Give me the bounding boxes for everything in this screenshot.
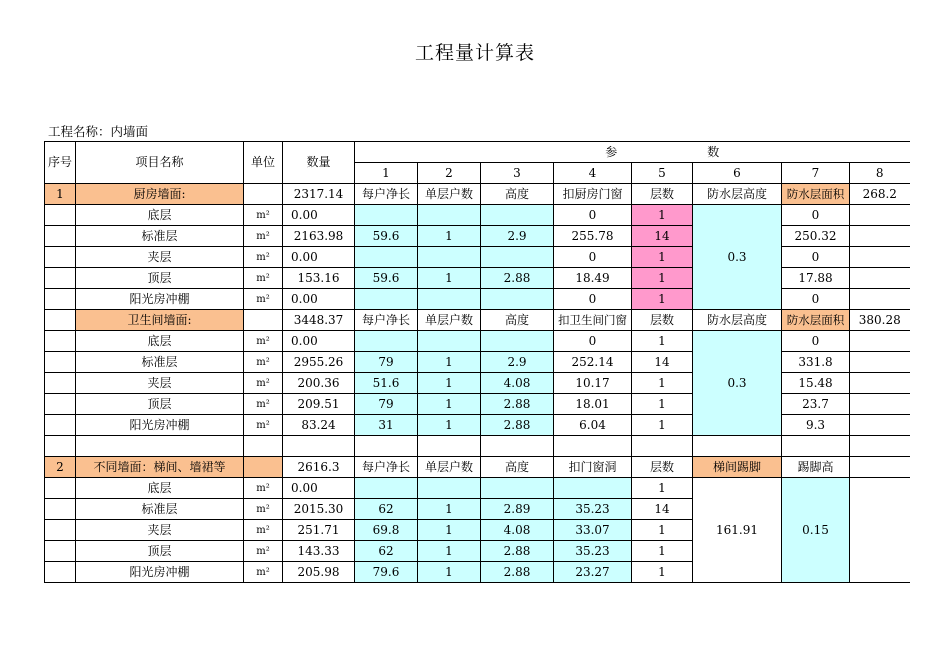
row-c4: 18.01 [554, 394, 632, 415]
row-c2: 1 [418, 520, 481, 541]
row-seq [45, 247, 76, 268]
row-c3: 2.88 [481, 541, 554, 562]
row-unit: m² [244, 373, 283, 394]
row-c1 [355, 247, 418, 268]
row-c2: 1 [418, 226, 481, 247]
row-name: 阳光房冲棚 [76, 562, 244, 583]
row-c4: 35.23 [554, 541, 632, 562]
header-row [45, 142, 910, 163]
row-c4: 255.78 [554, 226, 632, 247]
row-c5: 1 [632, 394, 693, 415]
param-head: 防水层面积 [782, 310, 850, 331]
row-unit: m² [244, 268, 283, 289]
section-name: 厨房墙面: [76, 184, 244, 205]
row-c1: 31 [355, 415, 418, 436]
page-title: 工程量计算表 [414, 42, 535, 64]
row-c3: 2.9 [481, 226, 554, 247]
row-c3 [481, 205, 554, 226]
row-name: 夹层 [76, 247, 244, 268]
row-c5: 1 [632, 331, 693, 352]
row-c1: 51.6 [355, 373, 418, 394]
row-qty: 83.24 [283, 415, 355, 436]
row-qty: 251.71 [283, 520, 355, 541]
row-c1: 62 [355, 499, 418, 520]
section-seq: 1 [45, 184, 76, 205]
param-head: 扣门窗洞 [554, 457, 632, 478]
row-seq [45, 562, 76, 583]
param-head: 高度 [481, 184, 554, 205]
col-num: 6 [693, 163, 782, 184]
merged-skirting-height: 0.15 [782, 478, 850, 583]
param-head: 扣厨房门窗 [554, 184, 632, 205]
param-head: 每户净长 [355, 310, 418, 331]
row-unit: m² [244, 247, 283, 268]
row-c5: 1 [632, 415, 693, 436]
row-name: 顶层 [76, 268, 244, 289]
param-head: 高度 [481, 310, 554, 331]
row-c8 [850, 331, 910, 352]
row-c3: 2.88 [481, 415, 554, 436]
section-qty: 3448.37 [283, 310, 355, 331]
row-name: 夹层 [76, 373, 244, 394]
row-c3: 2.89 [481, 499, 554, 520]
row-c7: 0 [782, 331, 850, 352]
row-seq [45, 394, 76, 415]
row-c8 [850, 289, 910, 310]
row-seq [45, 205, 76, 226]
row-unit: m² [244, 562, 283, 583]
section-unit [244, 457, 283, 478]
row-unit: m² [244, 478, 283, 499]
section-header-row [45, 310, 910, 331]
row-c1 [355, 205, 418, 226]
row-name: 底层 [76, 205, 244, 226]
row-c2: 1 [418, 352, 481, 373]
row-c2: 1 [418, 394, 481, 415]
row-name: 顶层 [76, 394, 244, 415]
row-c5: 1 [632, 373, 693, 394]
row-qty: 200.36 [283, 373, 355, 394]
param-head: 层数 [632, 184, 693, 205]
row-seq [45, 331, 76, 352]
row-c3 [481, 247, 554, 268]
row-c4: 23.27 [554, 562, 632, 583]
row-c4: 18.49 [554, 268, 632, 289]
row-c2 [418, 289, 481, 310]
row-qty: 205.98 [283, 562, 355, 583]
row-c2: 1 [418, 541, 481, 562]
row-qty: 2163.98 [283, 226, 355, 247]
row-c8 [850, 226, 910, 247]
row-c7: 0 [782, 247, 850, 268]
row-c1 [355, 331, 418, 352]
param-head: 层数 [632, 457, 693, 478]
row-unit: m² [244, 331, 283, 352]
section-qty: 2317.14 [283, 184, 355, 205]
row-unit: m² [244, 520, 283, 541]
row-c7: 23.7 [782, 394, 850, 415]
param-head: 梯间踢脚 [693, 457, 782, 478]
table-row [45, 478, 910, 499]
row-unit: m² [244, 289, 283, 310]
header-seq: 序号 [45, 142, 76, 184]
param-head: 防水层高度 [693, 184, 782, 205]
param-head: 高度 [481, 457, 554, 478]
row-c3: 2.88 [481, 394, 554, 415]
row-c7: 17.88 [782, 268, 850, 289]
table-row [45, 331, 910, 352]
row-c2: 1 [418, 268, 481, 289]
row-c1 [355, 289, 418, 310]
row-name: 标准层 [76, 226, 244, 247]
col-num: 2 [418, 163, 481, 184]
section-total [850, 457, 910, 478]
row-c2: 1 [418, 562, 481, 583]
row-seq [45, 541, 76, 562]
row-c8 [850, 205, 910, 226]
col-num: 3 [481, 163, 554, 184]
row-c5: 1 [632, 289, 693, 310]
row-c2: 1 [418, 415, 481, 436]
row-c1: 59.6 [355, 226, 418, 247]
row-c3: 4.08 [481, 373, 554, 394]
row-name: 标准层 [76, 499, 244, 520]
row-qty: 0.00 [283, 331, 355, 352]
row-c2 [418, 205, 481, 226]
row-c8 [850, 478, 910, 583]
row-seq [45, 268, 76, 289]
row-unit: m² [244, 499, 283, 520]
row-unit: m² [244, 415, 283, 436]
row-c2 [418, 331, 481, 352]
row-c3 [481, 331, 554, 352]
row-c2 [418, 247, 481, 268]
row-qty: 2015.30 [283, 499, 355, 520]
merged-stair-skirting: 161.91 [693, 478, 782, 583]
row-c7: 9.3 [782, 415, 850, 436]
row-qty: 143.33 [283, 541, 355, 562]
col-num: 4 [554, 163, 632, 184]
row-c4: 0 [554, 247, 632, 268]
row-c5: 1 [632, 268, 693, 289]
row-c4: 0 [554, 331, 632, 352]
row-c8 [850, 352, 910, 373]
row-unit: m² [244, 541, 283, 562]
merged-waterproof-height: 0.3 [693, 331, 782, 436]
row-seq [45, 373, 76, 394]
row-c1: 69.8 [355, 520, 418, 541]
row-qty: 0.00 [283, 289, 355, 310]
row-c1: 79 [355, 352, 418, 373]
merged-waterproof-height: 0.3 [693, 205, 782, 310]
row-c4: 10.17 [554, 373, 632, 394]
row-seq [45, 226, 76, 247]
row-c8 [850, 373, 910, 394]
quantity-table [44, 141, 910, 583]
row-c5: 1 [632, 562, 693, 583]
param-head: 踢脚高 [782, 457, 850, 478]
row-unit: m² [244, 205, 283, 226]
row-name: 阳光房冲棚 [76, 415, 244, 436]
row-qty: 2955.26 [283, 352, 355, 373]
row-c5: 14 [632, 226, 693, 247]
section-seq [45, 310, 76, 331]
row-c7: 0 [782, 205, 850, 226]
table-row [45, 205, 910, 226]
section-total: 380.28 [850, 310, 910, 331]
section-header-row [45, 184, 910, 205]
row-seq [45, 478, 76, 499]
param-head: 单层户数 [418, 184, 481, 205]
row-c2 [418, 478, 481, 499]
row-seq [45, 415, 76, 436]
row-c3 [481, 478, 554, 499]
row-c5: 14 [632, 499, 693, 520]
header-qty: 数量 [283, 142, 355, 184]
row-c1: 59.6 [355, 268, 418, 289]
row-c5: 1 [632, 247, 693, 268]
row-c7: 250.32 [782, 226, 850, 247]
row-c5: 14 [632, 352, 693, 373]
row-seq [45, 352, 76, 373]
section-unit [244, 184, 283, 205]
row-c8 [850, 247, 910, 268]
row-name: 阳光房冲棚 [76, 289, 244, 310]
param-head: 防水层高度 [693, 310, 782, 331]
header-unit: 单位 [244, 142, 283, 184]
row-qty: 209.51 [283, 394, 355, 415]
row-c5: 1 [632, 541, 693, 562]
row-c5: 1 [632, 478, 693, 499]
row-c1: 79.6 [355, 562, 418, 583]
row-c8 [850, 415, 910, 436]
row-seq [45, 289, 76, 310]
param-head: 每户净长 [355, 184, 418, 205]
param-head: 单层户数 [418, 310, 481, 331]
row-unit: m² [244, 394, 283, 415]
row-seq [45, 520, 76, 541]
row-c4 [554, 478, 632, 499]
row-c4: 0 [554, 205, 632, 226]
row-qty: 0.00 [283, 247, 355, 268]
section-name: 卫生间墙面: [76, 310, 244, 331]
header-params-left: 参 [605, 144, 618, 159]
row-seq [45, 499, 76, 520]
row-c4: 0 [554, 289, 632, 310]
row-c5: 1 [632, 520, 693, 541]
section-name: 不同墙面：梯间、墙裙等 [76, 457, 244, 478]
header-item: 项目名称 [76, 142, 244, 184]
header-params-right: 数 [707, 144, 720, 159]
row-c2: 1 [418, 373, 481, 394]
row-c3: 2.9 [481, 352, 554, 373]
row-c1 [355, 478, 418, 499]
param-head: 防水层面积 [782, 184, 850, 205]
row-unit: m² [244, 226, 283, 247]
row-qty: 0.00 [283, 478, 355, 499]
row-c7: 0 [782, 289, 850, 310]
section-unit [244, 310, 283, 331]
section-header-row [45, 457, 910, 478]
blank-row [45, 436, 910, 457]
row-c3: 2.88 [481, 268, 554, 289]
param-head: 扣卫生间门窗 [554, 310, 632, 331]
row-c7: 15.48 [782, 373, 850, 394]
row-name: 标准层 [76, 352, 244, 373]
section-qty: 2616.3 [283, 457, 355, 478]
section-seq: 2 [45, 457, 76, 478]
param-head: 每户净长 [355, 457, 418, 478]
col-num: 7 [782, 163, 850, 184]
row-unit: m² [244, 352, 283, 373]
row-c3: 4.08 [481, 520, 554, 541]
row-c7: 331.8 [782, 352, 850, 373]
col-num: 5 [632, 163, 693, 184]
param-head: 层数 [632, 310, 693, 331]
row-qty: 153.16 [283, 268, 355, 289]
row-c8 [850, 394, 910, 415]
row-c3: 2.88 [481, 562, 554, 583]
row-c1: 79 [355, 394, 418, 415]
section-total: 268.2 [850, 184, 910, 205]
row-c1: 62 [355, 541, 418, 562]
project-name: 工程名称：内墙面 [48, 124, 149, 139]
row-c8 [850, 268, 910, 289]
col-num: 1 [355, 163, 418, 184]
row-c5: 1 [632, 205, 693, 226]
row-c4: 6.04 [554, 415, 632, 436]
row-name: 底层 [76, 331, 244, 352]
row-c4: 33.07 [554, 520, 632, 541]
row-qty: 0.00 [283, 205, 355, 226]
row-c2: 1 [418, 499, 481, 520]
row-c3 [481, 289, 554, 310]
row-c4: 35.23 [554, 499, 632, 520]
param-head: 单层户数 [418, 457, 481, 478]
row-c4: 252.14 [554, 352, 632, 373]
row-name: 底层 [76, 478, 244, 499]
header-params [355, 142, 910, 163]
row-name: 夹层 [76, 520, 244, 541]
col-num: 8 [850, 163, 910, 184]
row-name: 顶层 [76, 541, 244, 562]
